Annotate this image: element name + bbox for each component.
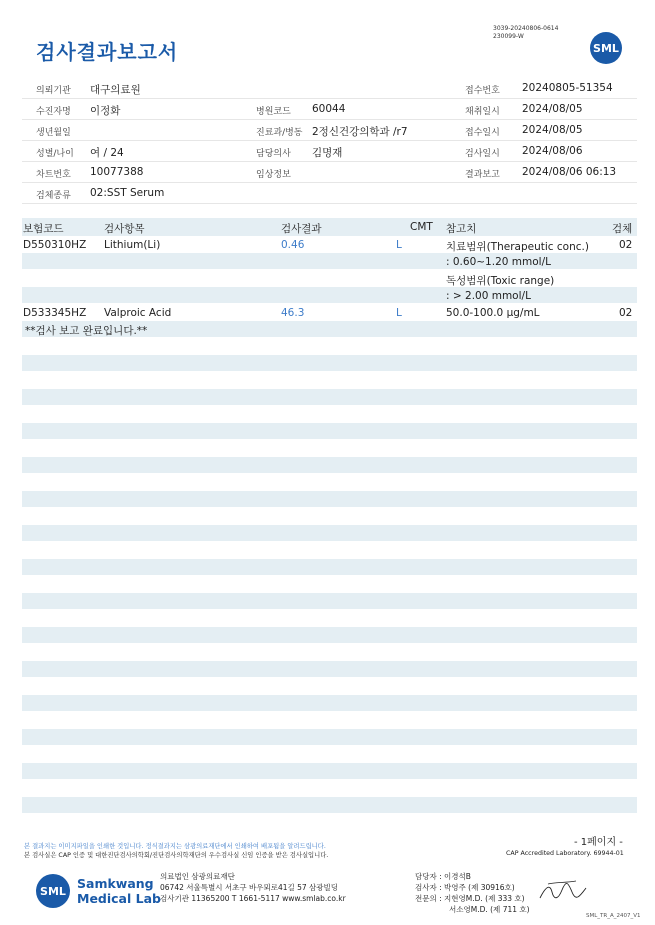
table-stripe	[22, 457, 637, 473]
table-stripe	[22, 559, 637, 575]
row-specimen: 02	[619, 239, 633, 251]
footer-brand-name	[77, 876, 161, 906]
document-code-line-1: 3039-20240806-0614	[493, 25, 559, 32]
value-receipt-number: 20240805-51354	[522, 82, 613, 94]
brand-line-2: Medical Lab	[77, 891, 161, 906]
value-patient-name: 이정화	[90, 105, 121, 117]
row-test-result: 0.46	[281, 239, 305, 251]
staff-line-2: 검사자 : 박영주 (제 30916호)	[415, 883, 515, 892]
info-row-3	[22, 120, 637, 141]
info-row-1	[22, 78, 637, 99]
label-result-report: 결과보고	[465, 170, 500, 180]
label-clinical-info: 임상정보	[256, 170, 291, 180]
value-specimen-type: 02:SST Serum	[90, 187, 165, 199]
value-attending-doctor: 김명재	[312, 147, 343, 159]
value-test-date: 2024/08/06	[522, 145, 583, 157]
lab-staff	[415, 871, 530, 915]
print-notice: 본 결과지는 이미지파일을 인쇄한 것입니다. 정식결과지는 삼광의료재단에서 인쇄하여 배포됨을 알려드립니다.	[24, 843, 326, 850]
table-stripe	[22, 389, 637, 405]
label-birth-date: 생년월일	[36, 128, 71, 138]
table-stripe	[22, 695, 637, 711]
label-requesting-institution: 의뢰기관	[36, 86, 71, 96]
footer-sml-logo: SML	[36, 874, 70, 908]
label-chart-number: 차트번호	[36, 170, 71, 180]
label-attending-doctor: 담당의사	[256, 149, 291, 159]
form-code: SML_TR_A_2407_V1	[586, 913, 641, 919]
row-insurance-code: D550310HZ	[23, 239, 87, 251]
row-reference-range: 50.0-100.0 µg/mL	[446, 307, 540, 319]
info-row-5	[22, 162, 637, 183]
report-title: 검사결과보고서	[36, 40, 179, 64]
info-row-2	[22, 99, 637, 120]
address-line-1: 의료법인 삼광의료재단	[160, 872, 235, 881]
row-specimen: 02	[619, 307, 633, 319]
label-patient-name: 수진자명	[36, 107, 71, 117]
col-cmt: CMT	[410, 221, 433, 233]
table-stripe	[22, 287, 637, 303]
info-row-6	[22, 183, 637, 204]
document-code-line-2: 230099-W	[493, 33, 524, 40]
table-stripe	[22, 525, 637, 541]
signature-icon	[538, 878, 588, 906]
table-stripe	[22, 627, 637, 643]
value-chart-number: 10077388	[90, 166, 144, 178]
label-sex-age: 성별/나이	[36, 149, 74, 159]
col-test-result: 검사결과	[281, 223, 322, 235]
cap-accreditation: CAP Accredited Laboratory. 69944-01	[506, 850, 624, 857]
value-receipt-date: 2024/08/05	[522, 124, 583, 136]
label-receipt-date: 접수일시	[465, 128, 500, 138]
label-receipt-number: 접수번호	[465, 86, 500, 96]
table-stripe	[22, 491, 637, 507]
sml-logo: SML	[590, 32, 622, 64]
row-test-item: Valproic Acid	[104, 307, 172, 319]
lab-address	[160, 871, 346, 904]
row-reference-range: : > 2.00 mmol/L	[446, 290, 531, 302]
value-hospital-code: 60044	[312, 103, 346, 115]
label-department-ward: 진료과/병동	[256, 128, 303, 138]
table-stripe	[22, 593, 637, 609]
row-reference-range: 독성범위(Toxic range)	[446, 275, 555, 287]
staff-line-4: 서소영M.D. (제 711 호)	[449, 905, 530, 914]
table-stripe	[22, 729, 637, 745]
results-table-header	[22, 218, 637, 236]
col-specimen: 검체	[612, 223, 633, 235]
value-result-report: 2024/08/06 06:13	[522, 166, 617, 178]
row-reference-range: 치료범위(Therapeutic conc.)	[446, 241, 589, 253]
page-number: - 1페이지 -	[574, 837, 623, 848]
row-test-result: 46.3	[281, 307, 305, 319]
document-code	[493, 25, 558, 41]
row-cmt-flag: L	[396, 239, 402, 251]
row-insurance-code: D533345HZ	[23, 307, 87, 319]
table-stripe	[22, 661, 637, 677]
table-stripe	[22, 355, 637, 371]
brand-line-1: Samkwang	[77, 876, 154, 891]
row-cmt-flag: L	[396, 307, 402, 319]
table-stripe	[22, 423, 637, 439]
label-test-date: 검사일시	[465, 149, 500, 159]
table-stripe	[22, 797, 637, 813]
col-insurance-code: 보험코드	[23, 223, 64, 235]
staff-line-1: 담당자 : 이경석B	[415, 872, 471, 881]
info-row-4	[22, 141, 637, 162]
certification-notice: 본 검사실은 CAP 인증 및 대한진단검사의학회/진단검사의학재단의 우수검사실 신임 인증을 받은 검사실입니다.	[24, 852, 329, 859]
value-requesting-institution: 대구의료원	[90, 84, 141, 96]
address-line-2: 06742 서울특별시 서초구 바우뫼로41길 57 삼광빌딩	[160, 883, 339, 892]
row-test-item: Lithium(Li)	[104, 239, 161, 251]
col-reference-range: 참고치	[446, 223, 477, 235]
address-line-3: 검사기관 11365200 T 1661-5117 www.smlab.co.kr	[160, 894, 346, 903]
label-collection-date: 채취일시	[465, 107, 500, 117]
label-specimen-type: 검체종류	[36, 191, 71, 201]
label-hospital-code: 병원코드	[256, 107, 291, 117]
row-reference-range: : 0.60~1.20 mmol/L	[446, 256, 551, 268]
report-complete-note: **검사 보고 완료입니다.**	[25, 325, 148, 337]
value-collection-date: 2024/08/05	[522, 103, 583, 115]
table-stripe	[22, 763, 637, 779]
value-sex-age: 여 / 24	[90, 147, 124, 159]
col-test-item: 검사항목	[104, 223, 145, 235]
staff-line-3: 전문의 : 지현영M.D. (제 333 호)	[415, 894, 525, 903]
value-department-ward: 2정신건강의학과 /r7	[312, 126, 408, 138]
